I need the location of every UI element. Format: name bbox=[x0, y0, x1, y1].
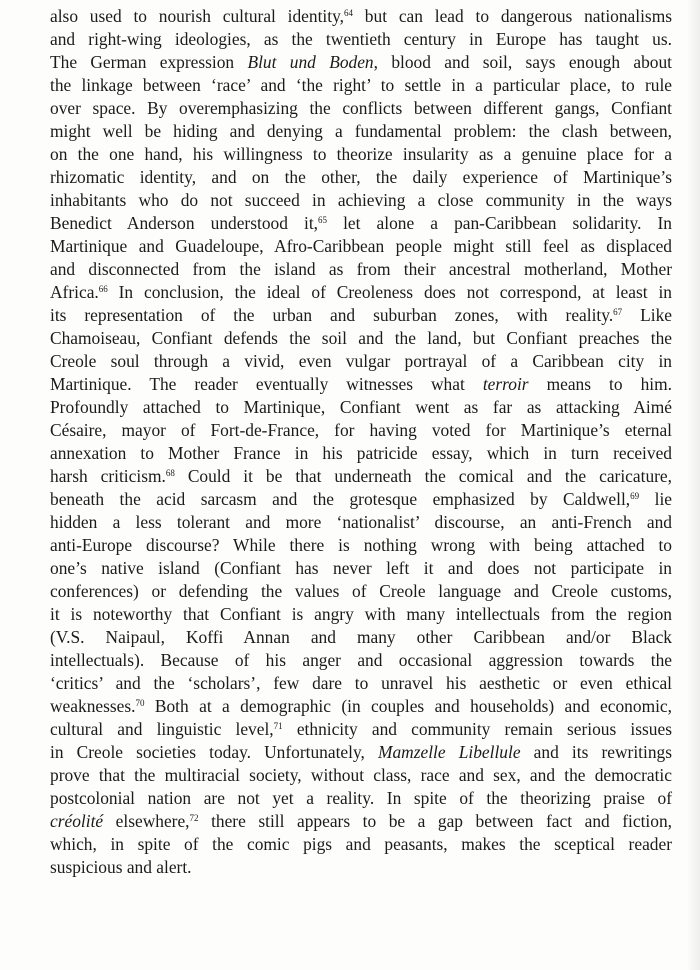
text-run: conferences) or defending the values of Creole language and Creole customs, bbox=[50, 581, 672, 601]
text-line bbox=[50, 534, 672, 556]
footnote-marker: 70 bbox=[135, 698, 145, 708]
footnote-marker: 72 bbox=[189, 813, 199, 823]
text-line bbox=[50, 166, 672, 188]
text-line bbox=[50, 580, 672, 602]
footnote-marker: 64 bbox=[344, 8, 354, 18]
text-line bbox=[50, 488, 672, 510]
text-line bbox=[50, 672, 672, 694]
text-line bbox=[50, 189, 672, 211]
text-run: but can lead to dangerous nationalisms bbox=[353, 6, 672, 26]
text-run: anti-Europe discourse? While there is nothing wrong with being attached to bbox=[50, 535, 672, 555]
text-run: , blood and soil, says enough about bbox=[373, 52, 673, 72]
text-run: it is noteworthy that Confiant is angry with many intellectuals from the region bbox=[50, 604, 672, 624]
footnote-marker: 67 bbox=[613, 307, 623, 317]
text-line bbox=[50, 419, 672, 441]
text-line bbox=[50, 396, 672, 418]
text-run: Africa. bbox=[50, 282, 99, 302]
text-line bbox=[50, 856, 672, 878]
text-run: Both at a demographic (in couples and households) and economic, bbox=[144, 696, 672, 716]
text-line bbox=[50, 327, 672, 349]
text-line bbox=[50, 258, 672, 280]
text-line bbox=[50, 741, 672, 763]
text-line bbox=[50, 28, 672, 50]
text-line bbox=[50, 764, 672, 786]
text-run: rhizomatic identity, and on the other, the daily experience of Martinique’s bbox=[50, 167, 672, 187]
text-line bbox=[50, 97, 672, 119]
text-run: The German expression bbox=[50, 52, 248, 72]
text-run: weaknesses. bbox=[50, 696, 136, 716]
footnote-marker: 71 bbox=[273, 721, 283, 731]
text-line bbox=[50, 350, 672, 372]
text-run: ‘critics’ and the ‘scholars’, few dare to unravel his aesthetic or even ethical bbox=[50, 673, 672, 693]
text-run: over space. By overemphasizing the conflicts between different gangs, Confiant bbox=[50, 98, 672, 118]
text-line bbox=[50, 511, 672, 533]
text-run: also used to nourish cultural identity, bbox=[50, 6, 345, 26]
footnote-marker: 66 bbox=[98, 284, 108, 294]
text-run: In conclusion, the ideal of Creoleness does not correspond, at least in bbox=[107, 282, 672, 302]
text-line bbox=[50, 304, 672, 326]
text-line bbox=[50, 5, 672, 27]
text-run: Like bbox=[622, 305, 672, 325]
text-line bbox=[50, 649, 672, 671]
text-line bbox=[50, 718, 672, 740]
text-line bbox=[50, 626, 672, 648]
text-run: the linkage between ‘race’ and ‘the right’ to settle in a particular place, to rule bbox=[50, 75, 672, 95]
text-run: postcolonial nation are not yet a reality. In spite of the theorizing praise of bbox=[50, 788, 672, 808]
text-line bbox=[50, 373, 672, 395]
text-run: Césaire, mayor of Fort-de-France, for having voted for Martinique’s eternal bbox=[50, 420, 672, 440]
text-run: hidden a less tolerant and more ‘nationalist’ discourse, an anti-French and bbox=[50, 512, 672, 532]
text-line bbox=[50, 143, 672, 165]
text-run: Martinique and Guadeloupe, Afro-Caribbean people might still feel as displaced bbox=[50, 236, 672, 256]
text-line bbox=[50, 74, 672, 96]
footnote-marker: 68 bbox=[165, 468, 175, 478]
footnote-marker: 65 bbox=[318, 215, 327, 225]
text-run: Benedict Anderson understood it, bbox=[50, 213, 318, 233]
text-line bbox=[50, 787, 672, 809]
text-run: might well be hiding and denying a fundamental problem: the clash between, bbox=[50, 121, 672, 141]
text-run: cultural and linguistic level, bbox=[50, 719, 274, 739]
text-run: in Creole societies today. Unfortunately, bbox=[50, 742, 378, 762]
text-run: Chamoiseau, Confiant defends the soil and the land, but Confiant preaches the bbox=[50, 328, 672, 348]
text-line bbox=[50, 833, 672, 855]
text-run: prove that the multiracial society, without class, race and sex, and the democratic bbox=[50, 765, 672, 785]
text-line bbox=[50, 557, 672, 579]
text-run: elsewhere, bbox=[103, 811, 190, 831]
italic-term: Blut und Boden bbox=[247, 52, 374, 72]
text-run: inhabitants who do not succeed in achieving a close community in the ways bbox=[50, 190, 672, 210]
text-run: Creole soul through a vivid, even vulgar portrayal of a Caribbean city in bbox=[50, 351, 672, 371]
text-run: and its rewritings bbox=[520, 742, 672, 762]
text-line bbox=[50, 212, 672, 234]
italic-term: Mamzelle Libellule bbox=[378, 742, 521, 762]
text-line bbox=[50, 281, 672, 303]
text-run: Profoundly attached to Martinique, Confiant went as far as attacking Aimé bbox=[50, 397, 672, 417]
page-edge-shadow bbox=[686, 0, 700, 970]
text-run: one’s native island (Confiant has never left it and does not participate in bbox=[50, 558, 672, 578]
text-line bbox=[50, 465, 672, 487]
text-run: lie bbox=[639, 489, 672, 509]
text-run: harsh criticism. bbox=[50, 466, 166, 486]
text-run: which, in spite of the comic pigs and peasants, makes the sceptical reader bbox=[50, 834, 672, 854]
text-run: (V.S. Naipaul, Koffi Annan and many other Caribbean and/or Black bbox=[50, 627, 672, 647]
text-line bbox=[50, 235, 672, 257]
text-run: intellectuals). Because of his anger and occasional aggression towards the bbox=[50, 650, 672, 670]
text-run: on the one hand, his willingness to theorize insularity as a genuine place for a bbox=[50, 144, 672, 164]
text-line bbox=[50, 810, 672, 832]
text-line bbox=[50, 120, 672, 142]
text-run: suspicious and alert. bbox=[50, 857, 192, 877]
italic-term: terroir bbox=[482, 374, 529, 394]
text-run: annexation to Mother France in his patricide essay, which in turn received bbox=[50, 443, 672, 463]
text-run: beneath the acid sarcasm and the grotesque emphasized by Caldwell, bbox=[50, 489, 631, 509]
italic-term: créolité bbox=[50, 811, 104, 831]
text-line bbox=[50, 603, 672, 625]
text-run: its representation of the urban and suburban zones, with reality. bbox=[50, 305, 614, 325]
text-run: Could it be that underneath the comical and the caricature, bbox=[174, 466, 672, 486]
text-run: and right-wing ideologies, as the twentieth century in Europe has taught us. bbox=[50, 29, 672, 49]
text-run: means to him. bbox=[528, 374, 672, 394]
text-run: and disconnected from the island as from their ancestral motherland, Mother bbox=[50, 259, 672, 279]
text-run: there still appears to be a gap between fact and fiction, bbox=[198, 811, 672, 831]
footnote-marker: 69 bbox=[630, 491, 640, 501]
text-run: Martinique. The reader eventually witnesses what bbox=[50, 374, 483, 394]
text-run: let alone a pan-Caribbean solidarity. In bbox=[327, 213, 672, 233]
text-line bbox=[50, 695, 672, 717]
text-line bbox=[50, 51, 672, 73]
text-run: ethnicity and community remain serious issues bbox=[282, 719, 672, 739]
text-line bbox=[50, 442, 672, 464]
